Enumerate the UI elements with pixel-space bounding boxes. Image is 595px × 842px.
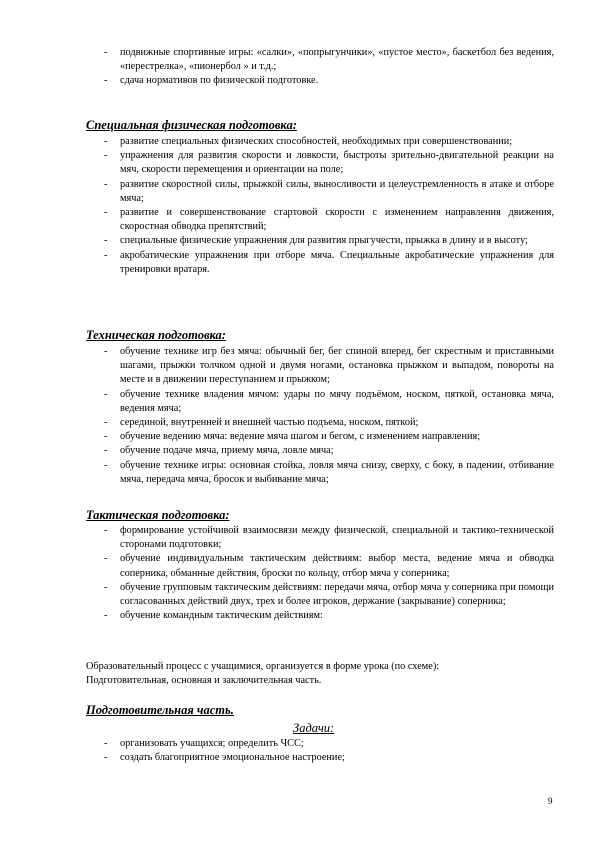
list-item xyxy=(104,249,554,277)
list-item xyxy=(104,444,554,458)
technical-list xyxy=(104,345,554,487)
section-heading-preparatory: Подготовительная часть. xyxy=(86,703,234,717)
bullet-dash: - xyxy=(104,738,108,749)
list-item xyxy=(104,46,554,74)
list-item-text: обучение технике владения мячом: удары по мячу подъёмом, носком, пяткой, остановка мяча, ведения мяча; xyxy=(120,388,554,414)
bullet-dash: - xyxy=(104,207,108,219)
bullet-dash: - xyxy=(104,136,108,147)
list-item xyxy=(104,609,554,623)
tasks-list xyxy=(104,737,554,765)
page-number: 9 xyxy=(548,796,553,806)
list-item-text: обучение групповым тактическим действиям: передачи мяча, отбор мяча у соперника при помощи согласованных действий двух, трех и более игроков, держание (закрывание) соперника; xyxy=(120,581,554,608)
list-item-text: обучение индивидуальным тактическим действиям: выбор места, ведение мяча и обводка соперника, обманные действия, броски по кольцу, отбор мяча у соперника; xyxy=(120,553,554,579)
bullet-dash: - xyxy=(104,346,108,357)
bullet-dash: - xyxy=(104,431,108,443)
paragraph-line: Образовательный процесс с учащимися, организуется в форме урока (по схеме): xyxy=(86,661,440,672)
section-heading-tactical: Тактическая подготовка: xyxy=(86,508,230,522)
bullet-dash: - xyxy=(104,610,108,622)
list-item xyxy=(104,552,554,580)
list-item-text: обучение командным тактическим действиям: xyxy=(120,610,323,622)
list-item-text: обучение ведению мяча: ведение мяча шагом и бегом, с изменением направления; xyxy=(120,431,481,443)
tactical-list xyxy=(104,524,554,623)
list-item xyxy=(104,524,554,552)
bullet-dash: - xyxy=(104,178,108,190)
bullet-dash: - xyxy=(104,75,108,87)
bullet-dash: - xyxy=(104,47,108,58)
list-item-text: организовать учащихся; определить ЧСС; xyxy=(120,738,304,749)
list-item-text: сдача нормативов по физической подготовке. xyxy=(120,75,319,87)
special-physical-list xyxy=(104,135,554,277)
bullet-dash: - xyxy=(104,752,108,764)
list-item xyxy=(104,459,554,487)
list-item xyxy=(104,388,554,416)
bullet-dash: - xyxy=(104,581,108,593)
paragraph-line: Подготовительная, основная и заключительная часть. xyxy=(86,675,322,687)
list-item-text: обучение технике игры: основная стойка, ловля мяча снизу, сверху, с боку, в падении, отбивание мяча, передача мяча, бросок и выбивание мяча; xyxy=(120,459,554,485)
tasks-heading: Задачи: xyxy=(293,721,335,735)
list-item xyxy=(104,149,554,177)
bullet-dash: - xyxy=(104,235,108,247)
list-item-text: обучение подаче мяча, приему мяча, ловле мяча; xyxy=(120,445,334,457)
list-item xyxy=(104,737,554,751)
bullet-dash: - xyxy=(104,150,108,162)
bullet-dash: - xyxy=(104,459,108,471)
bullet-dash: - xyxy=(104,249,108,261)
list-item-text: акробатические упражнения при отборе мяча. Специальные акробатические упражнения для тренировки вратаря. xyxy=(120,249,554,275)
bullet-dash: - xyxy=(104,553,108,565)
list-item-text: серединой, внутренней и внешней частью подъема, носком, пяткой; xyxy=(120,417,419,429)
list-item xyxy=(104,430,554,444)
list-item-text: развитие специальных физических способностей, необходимых при совершенствовании; xyxy=(120,136,513,147)
bullet-dash: - xyxy=(104,417,108,429)
list-item xyxy=(104,751,554,765)
list-item xyxy=(104,234,554,248)
bullet-dash: - xyxy=(104,388,108,400)
list-item xyxy=(104,416,554,430)
section-heading-technical: Техническая подготовка: xyxy=(86,328,226,342)
list-item xyxy=(104,74,554,88)
list-item-text: обучение технике игр без мяча: обычный бег, бег спиной вперед, бег скрестным и приставными шагами, прыжки толчком одной и двумя ногами, остановка прыжком и выпадом, повороты на месте и в движении переступанием и прыжком; xyxy=(120,346,554,386)
section-heading-special-physical: Специальная физическая подготовка: xyxy=(86,118,297,132)
list-item xyxy=(104,345,554,388)
list-item-text: развитие и совершенствование стартовой скорости с изменением направления движения, скоростная обводка препятствий; xyxy=(120,207,554,233)
intro-list xyxy=(104,46,554,89)
list-item-text: специальные физические упражнения для развития прыгучести, прыжка в длину и в высоту; xyxy=(120,235,528,247)
list-item-text: развитие скоростной силы, прыжкой силы, выносливости и целеустремленность в атаке и отборе мяча; xyxy=(120,178,554,204)
lesson-structure-paragraph xyxy=(86,660,556,688)
list-item-text: подвижные спортивные игры: «салки», «попрыгунчики», «пустое место», баскетбол без ведения, «перестрелка», «пионербол » и т.д.; xyxy=(120,47,554,73)
list-item xyxy=(104,206,554,234)
list-item xyxy=(104,135,554,149)
list-item-text: формирование устойчивой взаимосвязи между физической, специальной и тактико-технической сторонами подготовки; xyxy=(120,525,554,551)
bullet-dash: - xyxy=(104,445,108,457)
bullet-dash: - xyxy=(104,525,108,536)
list-item-text: упражнения для развития скорости и ловкости, быстроты зрительно-двигательной реакции на мяч, скорости перемещения и ориентации на поле; xyxy=(120,150,554,176)
list-item xyxy=(104,581,554,609)
list-item xyxy=(104,178,554,206)
list-item-text: создать благоприятное эмоциональное настроение; xyxy=(120,752,345,764)
